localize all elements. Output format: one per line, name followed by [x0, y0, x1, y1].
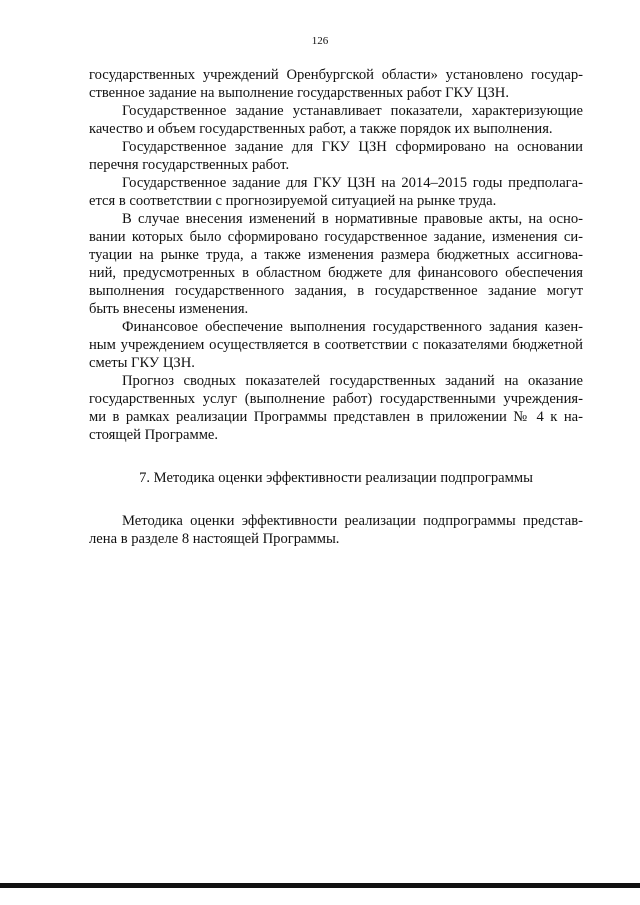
text-line: стоящей Программе. — [89, 427, 219, 443]
text-line: туации на рынке труда, а также изменения размера бюджетных ассигнова- — [89, 247, 583, 263]
text-line: Методика оценки эффективности реализации подпрограммы представ- — [122, 513, 583, 529]
document-body — [89, 66, 583, 548]
paragraph-5 — [89, 210, 583, 318]
text-line: Государственное задание для ГКУ ЦЗН сформировано на основании — [122, 139, 583, 155]
text-line: ний, предусмотренных в областном бюджете для финансового обеспечения — [89, 265, 583, 281]
text-line: перечня государственных работ. — [89, 157, 290, 173]
text-line: ется в соответствии с прогнозируемой ситуацией на рынке труда. — [89, 193, 497, 209]
text-line: быть внесены изменения. — [89, 301, 249, 317]
page-bottom-rule — [0, 883, 640, 888]
text-line: лена в разделе 8 настоящей Программы. — [89, 531, 340, 547]
text-line: сметы ГКУ ЦЗН. — [89, 355, 195, 371]
paragraph-2 — [89, 102, 583, 138]
text-line: ственное задание на выполнение государственных работ ГКУ ЦЗН. — [89, 85, 509, 101]
text-line: вании которых было сформировано государственное задание, изменения си- — [89, 229, 583, 245]
paragraph-6 — [89, 318, 583, 372]
paragraph-7 — [89, 372, 583, 444]
text-line: Государственное задание устанавливает показатели, характеризующие — [122, 103, 583, 119]
paragraph-3 — [89, 138, 583, 174]
text-line: ным учреждением осуществляется в соответствии с показателями бюджетной — [89, 337, 583, 353]
text-line: государственных услуг (выполнение работ) государственными учреждения- — [89, 391, 583, 407]
paragraph-4 — [89, 174, 583, 210]
text-line: Финансовое обеспечение выполнения государственного задания казен- — [122, 319, 583, 335]
page-number: 126 — [311, 35, 329, 47]
paragraph-1 — [89, 66, 583, 102]
text-line: Прогноз сводных показателей государственных заданий на оказание — [122, 373, 583, 389]
text-line: В случае внесения изменений в нормативные правовые акты, на осно- — [122, 211, 583, 227]
section-heading: 7. Методика оценки эффективности реализации подпрограммы — [139, 470, 533, 486]
section-paragraph — [89, 512, 583, 548]
text-line: государственных учреждений Оренбургской области» установлено государ- — [89, 67, 583, 83]
text-line: выполнения государственного задания, в государственное задание могут — [89, 283, 583, 299]
text-line: ми в рамках реализации Программы представлен в приложении № 4 к на- — [89, 409, 583, 425]
text-line: Государственное задание для ГКУ ЦЗН на 2014–2015 годы предполага- — [122, 175, 583, 191]
text-line: качество и объем государственных работ, а также порядок их выполнения. — [89, 121, 553, 137]
